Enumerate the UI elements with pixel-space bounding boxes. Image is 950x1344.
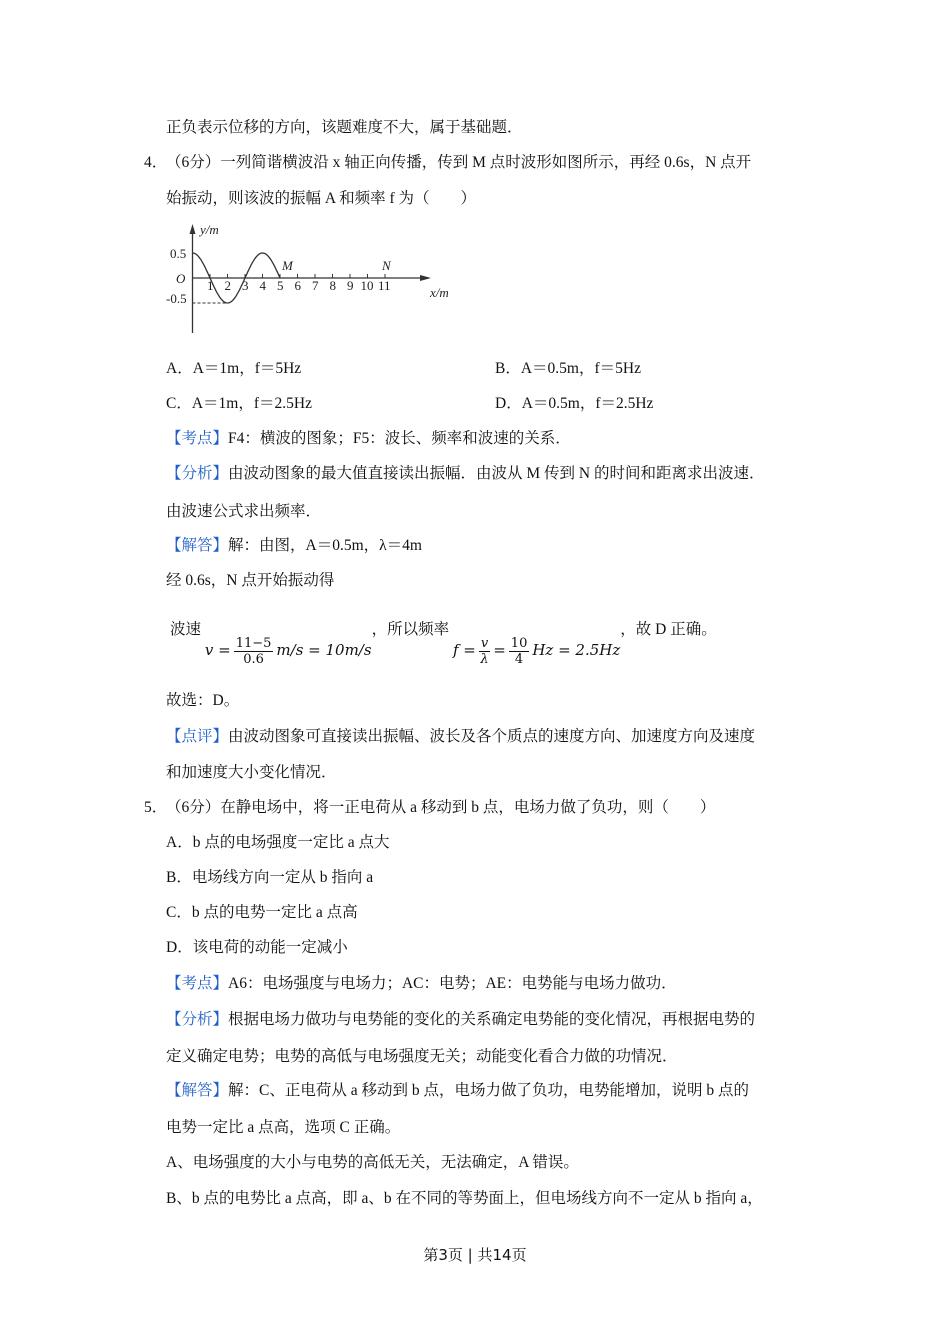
kaodian-text: A6：电场强度与电场力；AC：电势；AE：电势能与电场力做功．: [228, 975, 677, 992]
option-c: C．A＝1m，f＝2.5Hz: [166, 395, 312, 412]
x-tick-label: 7: [312, 278, 319, 293]
kaodian-line: [166, 974, 677, 994]
kaodian-text: F4：横波的图象；F5：波长、频率和波速的关系．: [228, 430, 571, 447]
x-tick-label: 1: [207, 278, 214, 293]
question-number: 5．: [144, 799, 168, 816]
jieda-line: [166, 536, 422, 556]
formula-part: v =: [204, 641, 231, 659]
origin-label: O: [176, 271, 186, 286]
point-m-label: M: [282, 258, 293, 273]
x-tick-label: 11: [378, 278, 391, 293]
text-line: 和加速度大小变化情况．: [166, 764, 337, 781]
text-line: A、电场强度的大小与电势的高低无关，无法确定，A 错误。: [166, 1154, 579, 1171]
question-5-text: （6分）在静电场中，将一正电荷从 a 移动到 b 点，电场力做了负功，则（ ）: [166, 799, 716, 816]
kaodian-tag: 【考点】: [166, 975, 229, 992]
frequency-formula: [452, 635, 621, 667]
fenxi-text: 由波动图象的最大值直接读出振幅．由波从 M 传到 N 的时间和距离求出波速．: [228, 465, 765, 482]
fenxi-tag: 【分析】: [166, 465, 229, 482]
jieda-tag: 【解答】: [166, 537, 229, 554]
formula-part: f =: [452, 641, 476, 659]
text: ，所以频率: [371, 621, 450, 638]
dianping-text: 由波动图象可直接读出振幅、波长及各个质点的速度方向、加速度方向及速度: [228, 728, 756, 745]
x-axis-label: x/m: [430, 285, 449, 300]
fraction: [509, 636, 530, 667]
option-d: D．该电荷的动能一定减小: [166, 939, 348, 956]
x-tick-label: 2: [224, 278, 231, 293]
denominator: 4: [514, 651, 524, 667]
y-axis-label: y/m: [200, 222, 219, 237]
question-4-text: （6分）一列简谐横波沿 x 轴正向传播，传到 M 点时波形如图所示，再经 0.6s，N 点开: [166, 154, 752, 171]
x-tick-label: 6: [294, 278, 301, 293]
x-axis-arrow: [420, 275, 431, 281]
option-a: A．A＝1m，f＝5Hz: [166, 360, 302, 377]
formula-part: Hz = 2.5Hz: [532, 641, 621, 659]
text-line: B、b 点的电势比 a 点高，即 a、b 在不同的等势面上，但电场线方向不一定从 b 指向 a，: [166, 1190, 763, 1207]
option-d: D．A＝0.5m，f＝2.5Hz: [495, 395, 654, 412]
numerator: 11−5: [235, 635, 272, 651]
question-4-text: 始振动，则该波的振幅 A 和频率 f 为（ ）: [166, 190, 477, 207]
option-a: A．b 点的电场强度一定比 a 点大: [166, 834, 390, 851]
text-line: 由波速公式求出频率．: [166, 503, 322, 520]
page-footer: 第3页 | 共14页: [423, 1246, 527, 1264]
text: 波速: [170, 621, 202, 638]
answer-line: 故选：D。: [166, 692, 240, 709]
formula-part: =: [493, 641, 506, 659]
text-line: 经 0.6s，N 点开始振动得: [166, 572, 335, 589]
question-number: 4．: [144, 154, 168, 171]
denominator: 0.6: [243, 651, 264, 667]
dianping-line: [166, 727, 755, 747]
fenxi-line: [166, 464, 765, 484]
fenxi-line: [166, 1010, 755, 1030]
fraction: [479, 636, 490, 667]
kaodian-tag: 【考点】: [166, 430, 229, 447]
x-tick-label: 3: [242, 278, 249, 293]
fenxi-tag: 【分析】: [166, 1011, 229, 1028]
formula-line: [170, 620, 717, 667]
y-axis-arrow: [190, 224, 196, 234]
text-line: 定义确定电势；电势的高低与电场强度无关；动能变化看合力做的功情况．: [166, 1048, 678, 1065]
option-b: B．电场线方向一定从 b 指向 a: [166, 869, 374, 886]
option-b: B．A＝0.5m，f＝5Hz: [495, 360, 641, 377]
point-n-label: N: [382, 258, 391, 273]
fenxi-text: 根据电场力做功与电势能的变化的关系确定电势能的变化情况，再根据电势的: [228, 1011, 756, 1028]
dianping-tag: 【点评】: [166, 728, 229, 745]
denominator: λ: [480, 651, 489, 667]
x-tick-label: 10: [360, 278, 374, 293]
x-tick-label: 9: [347, 278, 354, 293]
numerator: v: [480, 635, 489, 651]
x-tick-label: 8: [329, 278, 336, 293]
y-tick-label: 0.5: [170, 246, 187, 261]
y-tick-label: -0.5: [166, 291, 187, 306]
fraction: [234, 636, 274, 667]
x-tick-label: 5: [277, 278, 284, 293]
jieda-text: 解：由图，A＝0.5m，λ＝4m: [228, 537, 422, 554]
wave-graph: [0, 0, 950, 350]
text-line: 正负表示位移的方向，该题难度不大，属于基础题．: [166, 119, 523, 136]
jieda-line: [166, 1081, 749, 1101]
kaodian-line: [166, 429, 571, 449]
formula-part: m/s = 10m/s: [276, 641, 372, 659]
x-tick-label: 4: [259, 278, 266, 293]
jieda-text: 解：C、正电荷从 a 移动到 b 点，电场力做了负功，电势能增加，说明 b 点的: [228, 1082, 749, 1099]
jieda-tag: 【解答】: [166, 1082, 229, 1099]
text-line: 电势一定比 a 点高，选项 C 正确。: [166, 1119, 401, 1136]
velocity-formula: [204, 635, 372, 667]
numerator: 10: [510, 635, 528, 651]
option-c: C．b 点的电势一定比 a 点高: [166, 904, 358, 921]
text: ，故 D 正确。: [620, 621, 717, 638]
